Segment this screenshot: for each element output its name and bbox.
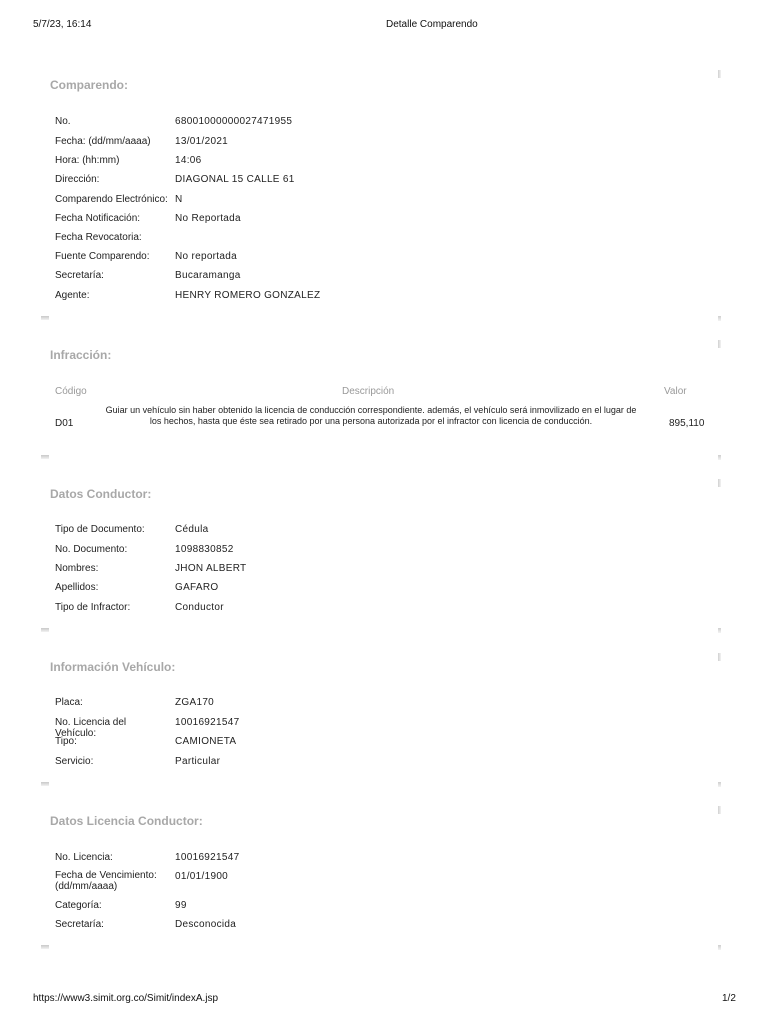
- section-title-licencia: Datos Licencia Conductor:: [50, 814, 203, 828]
- field-label: Fecha Notificación:: [55, 213, 141, 224]
- field-label: No. Documento:: [55, 544, 128, 555]
- field-label: Secretaría:: [55, 919, 104, 930]
- field-label: Fuente Comparendo:: [55, 251, 150, 262]
- field-label: Dirección:: [55, 174, 100, 185]
- corner-mark: [718, 479, 721, 487]
- infraccion-descripcion: Guiar un vehículo sin haber obtenido la licencia de conducción correspondiente. además, el vehículo será inmovilizado en el lugar de los hechos, hasta que éste sea retirado por una persona autorizada por el infractor con licencia de conducción.: [105, 405, 637, 426]
- field-value: HENRY ROMERO GONZALEZ: [175, 290, 321, 301]
- field-label: Servicio:: [55, 756, 94, 767]
- corner-mark: [718, 945, 721, 950]
- field-label: No.: [55, 116, 71, 127]
- section-title-comparendo: Comparendo:: [50, 78, 128, 92]
- corner-mark: [718, 340, 721, 348]
- field-value: 68001000000027471955: [175, 116, 293, 127]
- section-title-conductor: Datos Conductor:: [50, 487, 152, 501]
- field-value: 10016921547: [175, 852, 240, 863]
- corner-mark: [718, 806, 721, 814]
- section-title-vehiculo: Información Vehículo:: [50, 660, 176, 674]
- field-value: Bucaramanga: [175, 270, 241, 281]
- field-value: No Reportada: [175, 213, 241, 224]
- column-header-descripcion: Descripción: [342, 386, 395, 397]
- print-datetime: 5/7/23, 16:14: [33, 19, 92, 30]
- field-value: GAFARO: [175, 582, 219, 593]
- corner-mark: [41, 782, 49, 786]
- field-label: Agente:: [55, 290, 90, 301]
- field-value: 99: [175, 900, 187, 911]
- field-label: Comparendo Electrónico:: [55, 194, 168, 205]
- corner-mark: [718, 628, 721, 633]
- field-value: Particular: [175, 756, 221, 767]
- field-value: 01/01/1900: [175, 871, 229, 882]
- corner-mark: [41, 316, 49, 320]
- corner-mark: [41, 628, 49, 632]
- corner-mark: [718, 316, 721, 321]
- corner-mark: [718, 782, 721, 787]
- field-value: 1098830852: [175, 544, 234, 555]
- field-label: Apellidos:: [55, 582, 99, 593]
- field-label: Categoría:: [55, 900, 102, 911]
- field-value: 10016921547: [175, 717, 240, 728]
- field-value: Conductor: [175, 602, 224, 613]
- field-value: 14:06: [175, 155, 202, 166]
- page-number: 1/2: [722, 993, 736, 1004]
- corner-mark: [718, 455, 721, 460]
- field-value: ZGA170: [175, 697, 215, 708]
- field-label: Tipo de Infractor:: [55, 602, 131, 613]
- field-value: Cédula: [175, 524, 209, 535]
- corner-mark: [41, 945, 49, 949]
- field-value: CAMIONETA: [175, 736, 237, 747]
- field-label: No. Licencia del Vehículo:: [55, 717, 127, 739]
- print-url: https://www3.simit.org.co/Simit/indexA.jsp: [33, 993, 219, 1004]
- infraccion-codigo: D01: [55, 418, 74, 429]
- corner-mark: [718, 70, 721, 78]
- field-label: Fecha Revocatoria:: [55, 232, 142, 243]
- field-value: Desconocida: [175, 919, 237, 930]
- field-value: JHON ALBERT: [175, 563, 247, 574]
- field-label: Tipo:: [55, 736, 77, 747]
- corner-mark: [718, 653, 721, 661]
- field-value: 13/01/2021: [175, 136, 229, 147]
- field-label: Hora: (hh:mm): [55, 155, 120, 166]
- infraccion-valor: 895,110: [669, 418, 705, 429]
- field-label: No. Licencia:: [55, 852, 113, 863]
- field-label: Fecha: (dd/mm/aaaa): [55, 136, 151, 147]
- field-label: Placa:: [55, 697, 83, 708]
- field-label: Nombres:: [55, 563, 99, 574]
- field-label: Secretaría:: [55, 270, 104, 281]
- field-value: No reportada: [175, 251, 237, 262]
- field-value: N: [175, 194, 183, 205]
- column-header-valor: Valor: [664, 386, 687, 397]
- print-title: Detalle Comparendo: [386, 19, 478, 30]
- field-label: Tipo de Documento:: [55, 524, 145, 535]
- column-header-codigo: Código: [55, 386, 87, 397]
- corner-mark: [41, 455, 49, 459]
- field-label: Fecha de Vencimiento: (dd/mm/aaaa): [55, 870, 157, 892]
- section-title-infraccion: Infracción:: [50, 348, 112, 362]
- field-value: DIAGONAL 15 CALLE 61: [175, 174, 295, 185]
